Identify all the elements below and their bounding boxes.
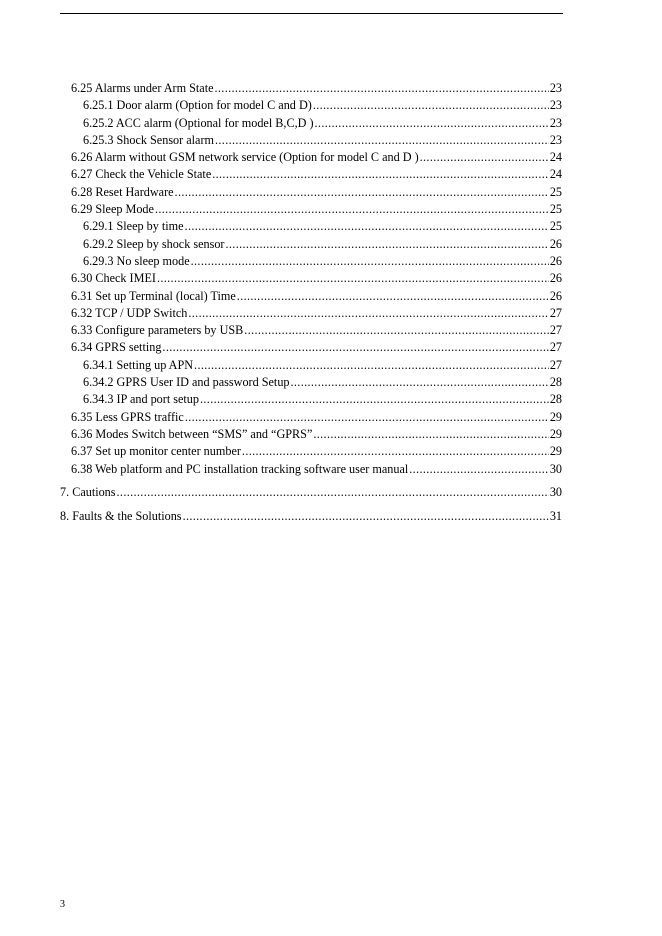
toc-dot-leader [313,426,548,443]
toc-entry[interactable] [60,508,562,526]
toc-dot-leader [200,391,549,408]
toc-entry[interactable] [60,270,562,287]
toc-entry-page-number: 23 [549,115,562,130]
toc-entry-page-number: 23 [549,81,562,95]
toc-entry-title: 6.29.3 No sleep mode [83,253,190,268]
toc-entry-page-number: 25 [549,184,562,199]
header-rule [60,13,563,14]
toc-entry-page-number: 29 [549,426,562,441]
toc-entry[interactable] [60,149,562,166]
toc-dot-leader [155,201,549,218]
toc-entry-title: 6.36 Modes Switch between “SMS” and “GPRS” [71,426,313,441]
toc-entry-title: 6.25.1 Door alarm (Option for model C and D) [83,98,312,113]
toc-entry-page-number: 27 [549,357,562,372]
toc-entry-title: 6.29.1 Sleep by time [83,219,184,234]
toc-entry-page-number: 26 [549,236,562,251]
toc-entry-title: 6.25.2 ACC alarm (Optional for model B,C,D ) [83,115,314,130]
toc-dot-leader [175,184,549,201]
toc-entry-title: 6.34.3 IP and port setup [83,392,199,407]
toc-entry[interactable] [60,218,562,235]
toc-entry[interactable] [60,184,562,201]
toc-entry-page-number: 26 [549,288,562,303]
toc-entry[interactable] [60,201,562,218]
toc-entry[interactable] [60,80,562,97]
toc-entry-page-number: 29 [549,444,562,459]
toc-dot-leader [162,339,548,356]
toc-dot-leader [157,270,549,287]
toc-entry-page-number: 26 [549,253,562,268]
toc-entry[interactable] [60,236,562,253]
toc-entry-title: 6.29.2 Sleep by shock sensor [83,236,225,251]
toc-dot-leader [191,253,549,270]
toc-entry[interactable] [60,426,562,443]
toc-entry-title: 6.33 Configure parameters by USB [71,323,244,338]
toc-entry-page-number: 30 [549,461,562,476]
toc-entry-page-number: 29 [549,409,562,424]
toc-entry[interactable] [60,339,562,356]
toc-dot-leader [409,461,549,478]
toc-entry-title: 6.34.1 Setting up APN [83,357,194,372]
toc-entry[interactable] [60,374,562,391]
toc-dot-leader [244,322,549,339]
toc-entry-title: 8. Faults & the Solutions [60,509,182,524]
toc-entry[interactable] [60,461,562,478]
toc-entry-page-number: 25 [549,202,562,217]
toc-entry-title: 6.34.2 GPRS User ID and password Setup [83,375,290,390]
toc-entry-title: 6.38 Web platform and PC installation tracking software user manual [71,461,409,476]
toc-entry-page-number: 27 [549,340,562,355]
table-of-contents [60,80,562,526]
toc-entry-page-number: 24 [549,150,562,165]
toc-entry[interactable] [60,391,562,408]
toc-dot-leader [215,132,549,149]
toc-entry-title: 6.37 Set up monitor center number [71,444,241,459]
toc-dot-leader [185,218,549,235]
toc-dot-leader [420,149,549,166]
toc-dot-leader [185,409,549,426]
toc-entry-title: 6.29 Sleep Mode [71,202,154,217]
page-number: 3 [60,899,65,910]
toc-entry[interactable] [60,305,562,322]
toc-entry-page-number: 23 [549,98,562,113]
toc-entry-title: 6.30 Check IMEI [71,271,156,286]
toc-dot-leader [313,97,549,114]
toc-entry-title: 6.34 GPRS setting [71,340,162,355]
toc-entry-title: 7. Cautions [60,485,116,500]
toc-entry-title: 6.26 Alarm without GSM network service (Option for model C and D ) [71,150,419,165]
toc-entry-page-number: 23 [549,132,562,147]
toc-entry[interactable] [60,357,562,374]
toc-entry-page-number: 30 [549,485,562,500]
toc-entry-page-number: 27 [549,305,562,320]
toc-entry[interactable] [60,253,562,270]
toc-entry-page-number: 24 [549,167,562,182]
toc-entry-page-number: 25 [549,219,562,234]
toc-entry-title: 6.28 Reset Hardware [71,184,174,199]
toc-dot-leader [194,357,549,374]
toc-dot-leader [237,288,549,305]
toc-dot-leader [212,166,549,183]
toc-entry[interactable] [60,132,562,149]
toc-entry[interactable] [60,288,562,305]
toc-entry-page-number: 28 [549,392,562,407]
toc-entry-page-number: 26 [549,271,562,286]
toc-dot-leader [226,236,549,253]
toc-entry-page-number: 31 [549,509,562,524]
toc-entry[interactable] [60,443,562,460]
toc-entry-title: 6.25.3 Shock Sensor alarm [83,132,214,147]
toc-dot-leader [117,484,549,501]
toc-dot-leader [315,115,549,132]
toc-entry[interactable] [60,409,562,426]
toc-entry-page-number: 27 [549,323,562,338]
toc-entry[interactable] [60,97,562,114]
toc-entry-title: 6.25 Alarms under Arm State [71,81,214,95]
toc-dot-leader [183,508,549,525]
toc-dot-leader [291,374,549,391]
toc-entry-title: 6.32 TCP / UDP Switch [71,305,188,320]
toc-entry[interactable] [60,115,562,132]
toc-entry[interactable] [60,166,562,183]
toc-entry-title: 6.35 Less GPRS traffic [71,409,184,424]
toc-entry[interactable] [60,322,562,339]
toc-dot-leader [242,443,549,460]
toc-dot-leader [215,80,549,97]
toc-entry-page-number: 28 [549,375,562,390]
toc-entry-title: 6.27 Check the Vehicle State [71,167,212,182]
toc-dot-leader [188,305,548,322]
toc-entry[interactable] [60,484,562,502]
toc-entry-title: 6.31 Set up Terminal (local) Time [71,288,236,303]
